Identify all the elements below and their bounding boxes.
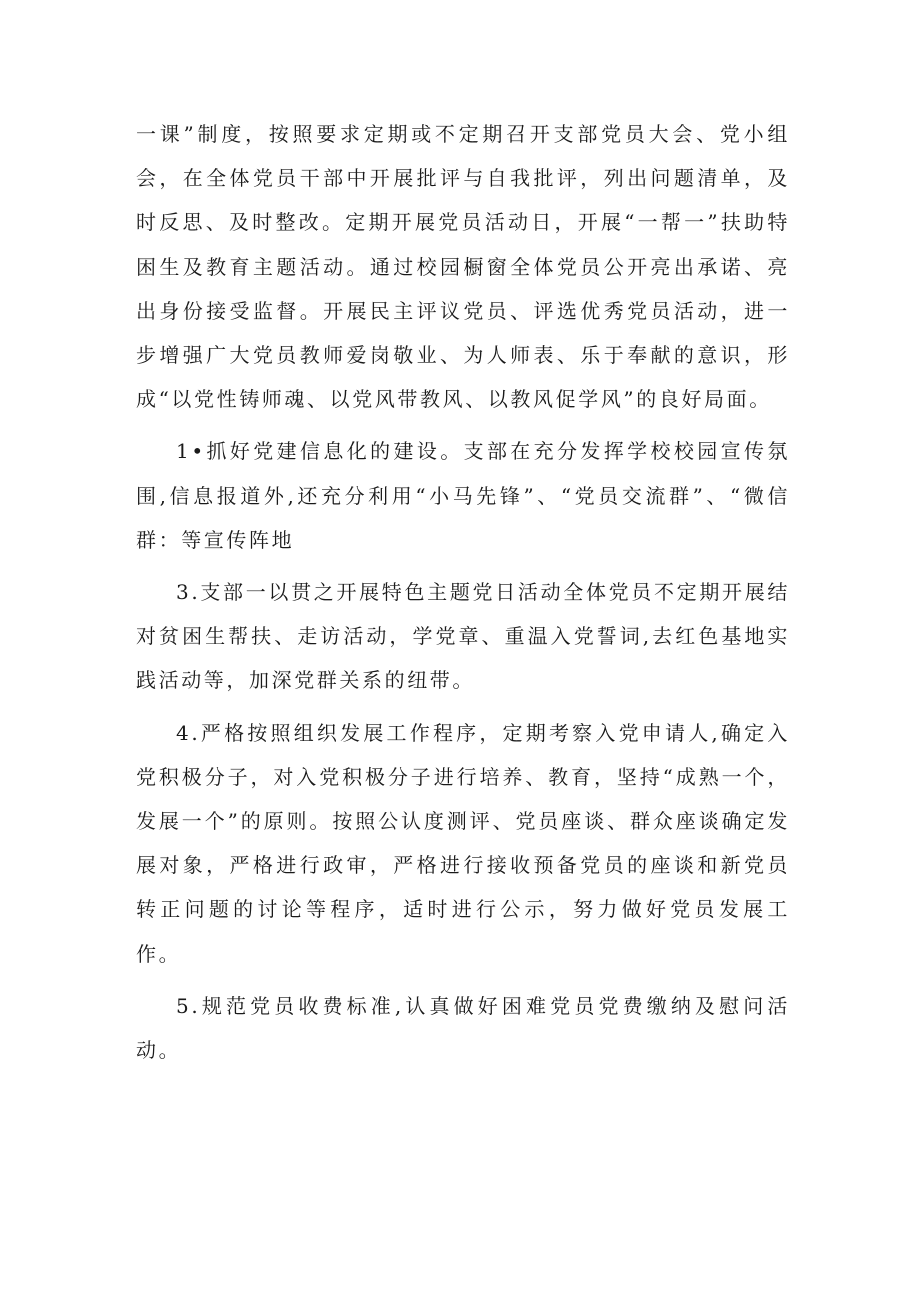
paragraph-item-4-member-development: 4.严格按照组织发展工作程序，定期考察入党申请人,确定入党积极分子，对入党积极分子进行培养、教育，坚持“成熟一个，发展一个”的原则。按照公认度测评、党员座谈、群众座谈确定发展对象，严格进行政审，严格进行接收预备党员的座谈和新党员转正问题的讨论等程序，适时进行公示，努力做好党员发展工作。 [136, 720, 790, 966]
paragraph-item-1-informatization: 1•抓好党建信息化的建设。支部在充分发挥学校校园宣传氛围,信息报道外,还充分利用“小马先锋”、“党员交流群”、“微信群：等宣传阵地 [136, 439, 790, 552]
paragraph-item-3-theme-day: 3.支部一以贯之开展特色主题党日活动全体党员不定期开展结对贫困生帮扶、走访活动，学党章、重温入党誓词,去红色基地实践活动等，加深党群关系的纽带。 [136, 580, 790, 693]
paragraph-party-education-continued: 一课”制度，按照要求定期或不定期召开支部党员大会、党小组会，在全体党员干部中开展批评与自我批评，列出问题清单，及时反思、及时整改。定期开展党员活动日，开展“一帮一”扶助特困生及教育主题活动。通过校园橱窗全体党员公开亮出承诺、亮出身份接受监督。开展民主评议党员、评选优秀党员活动，进一步增强广大党员教师爱岗敬业、为人师表、乐于奉献的意识，形成“以党性铸师魂、以党风带教风、以教风促学风”的良好局面。 [136, 122, 790, 412]
paragraph-item-5-membership-fees: 5.规范党员收费标准,认真做好困难党员党费缴纳及慰问活动。 [136, 993, 790, 1063]
document-body [136, 112, 790, 1072]
